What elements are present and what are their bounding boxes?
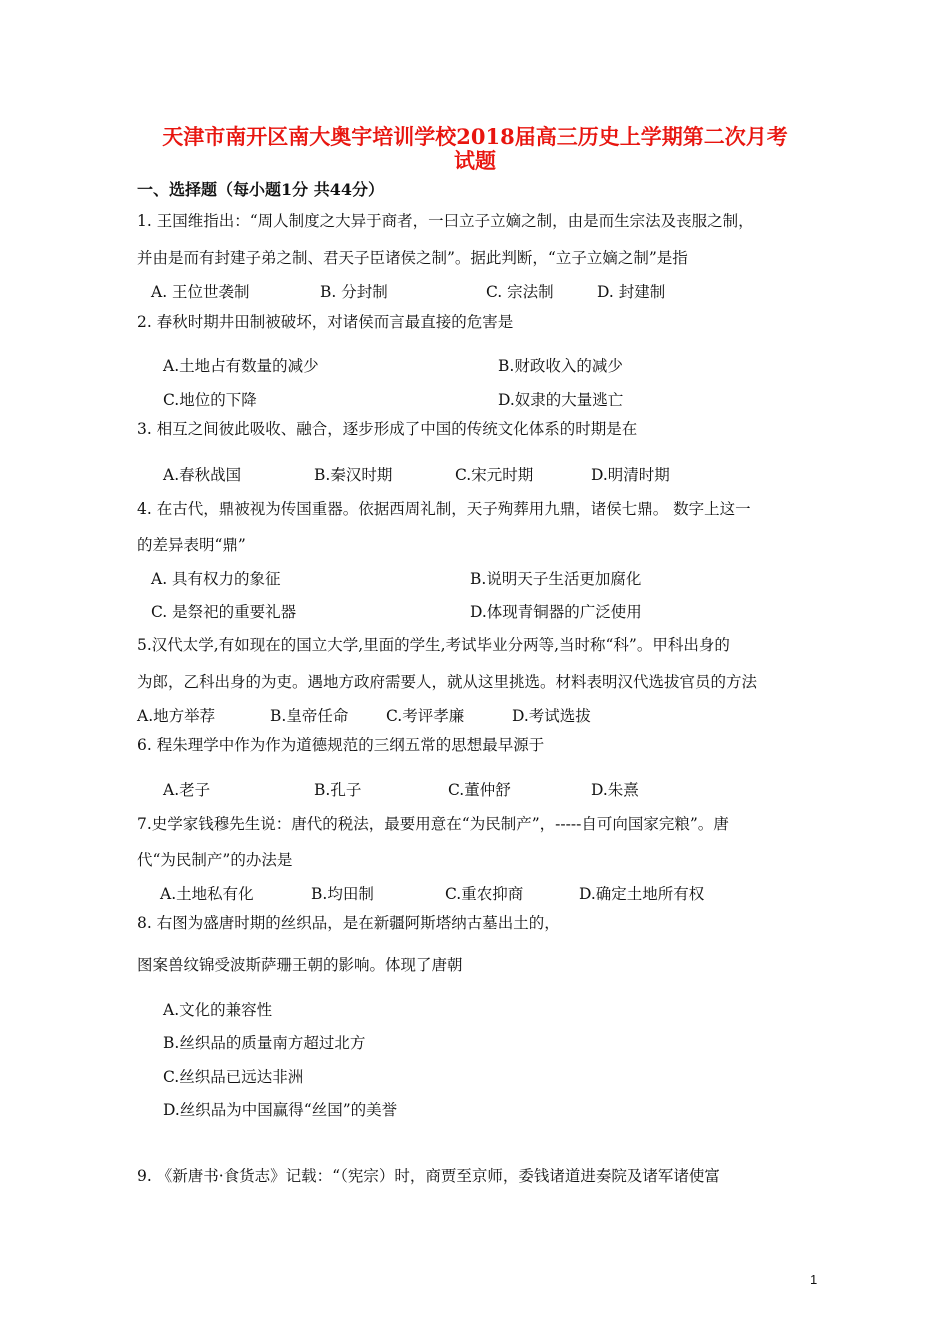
question-4-line2: 的差异表明“鼎” — [137, 536, 246, 554]
question-6-option-a: A.老子 — [163, 781, 211, 799]
question-8-option-c: C.丝织品已远达非洲 — [163, 1068, 304, 1086]
question-7-option-d: D.确定土地所有权 — [579, 885, 705, 903]
question-9-line1: 9. 《新唐书·食货志》记载：“（宪宗）时，商贾至京师，委钱诸道进奏院及诸军诸使富 — [137, 1167, 720, 1185]
question-2-option-c: C.地位的下降 — [163, 391, 257, 409]
question-4-option-c: C. 是祭祀的重要礼器 — [151, 603, 297, 621]
question-3-option-c: C.宋元时期 — [455, 466, 534, 484]
question-6-option-d: D.朱熹 — [591, 781, 639, 799]
question-6-option-c: C.董仲舒 — [448, 781, 511, 799]
question-3-stem: 3. 相互之间彼此吸收、融合，逐步形成了中国的传统文化体系的时期是在 — [137, 420, 638, 438]
question-3-option-a: A.春秋战国 — [163, 466, 242, 484]
question-1-option-d: D. 封建制 — [597, 283, 666, 301]
question-1-option-b: B. 分封制 — [320, 283, 388, 301]
question-5-option-d: D.考试选拔 — [512, 707, 591, 725]
question-5-option-a: A.地方举荐 — [137, 707, 216, 725]
question-5-option-c: C.考评孝廉 — [386, 707, 465, 725]
section-heading: 一、选择题（每小题1分 共44分） — [137, 180, 384, 199]
question-3-option-b: B.秦汉时期 — [314, 466, 393, 484]
document-title-line1: 天津市南开区南大奥宇培训学校2018届高三历史上学期第二次月考 — [162, 124, 788, 149]
page-number: 1 — [810, 1272, 818, 1287]
question-4-option-d: D.体现青铜器的广泛使用 — [470, 603, 642, 621]
question-7-option-c: C.重农抑商 — [445, 885, 524, 903]
question-3-option-d: D.明清时期 — [591, 466, 670, 484]
document-title-line2: 试题 — [454, 148, 496, 173]
question-1-line2: 并由是而有封建子弟之制、君天子臣诸侯之制”。据此判断，“立子立嫡之制”是指 — [137, 249, 688, 267]
question-5-option-b: B.皇帝任命 — [270, 707, 349, 725]
question-1-option-c: C. 宗法制 — [486, 283, 554, 301]
question-2-option-d: D.奴隶的大量逃亡 — [498, 391, 624, 409]
question-6-option-b: B.孔子 — [314, 781, 362, 799]
question-7-option-b: B.均田制 — [311, 885, 374, 903]
question-8-option-d: D.丝织品为中国赢得“丝国”的美誉 — [163, 1101, 398, 1119]
question-8-line2: 图案兽纹锦受波斯萨珊王朝的影响。体现了唐朝 — [137, 956, 463, 974]
question-7-line2: 代“为民制产”的办法是 — [137, 851, 293, 869]
question-1-option-a: A. 王位世袭制 — [151, 283, 250, 301]
question-2-option-a: A.土地占有数量的减少 — [163, 357, 319, 375]
question-2-option-b: B.财政收入的减少 — [498, 357, 623, 375]
question-4-option-a: A. 具有权力的象征 — [151, 570, 281, 588]
question-1-line1: 1. 王国维指出：“周人制度之大异于商者，一曰立子立嫡之制，由是而生宗法及丧服之制， — [137, 212, 754, 230]
question-8-line1: 8. 右图为盛唐时期的丝织品，是在新疆阿斯塔纳古墓出土的， — [137, 914, 560, 932]
question-7-line1: 7.史学家钱穆先生说：唐代的税法，最要用意在“为民制产”，-----自可向国家完粮”。唐 — [137, 815, 729, 833]
question-5-line2: 为郎，乙科出身的为吏。遇地方政府需要人，就从这里挑选。材料表明汉代选拔官员的方法 — [137, 673, 758, 691]
question-2-stem: 2. 春秋时期井田制被破坏，对诸侯而言最直接的危害是 — [137, 313, 514, 331]
question-5-line1: 5.汉代太学,有如现在的国立大学,里面的学生,考试毕业分两等,当时称“科”。甲科出身的 — [137, 636, 730, 654]
question-8-option-a: A.文化的兼容性 — [163, 1001, 273, 1019]
question-8-option-b: B.丝织品的质量南方超过北方 — [163, 1034, 366, 1052]
question-4-option-b: B.说明天子生活更加腐化 — [470, 570, 642, 588]
question-6-stem: 6. 程朱理学中作为作为道德规范的三纲五常的思想最早源于 — [137, 736, 545, 754]
question-7-option-a: A.土地私有化 — [160, 885, 254, 903]
question-4-line1: 4. 在古代，鼎被视为传国重器。依据西周礼制，天子殉葬用九鼎，诸侯七鼎。 数字上这一 — [137, 500, 751, 518]
